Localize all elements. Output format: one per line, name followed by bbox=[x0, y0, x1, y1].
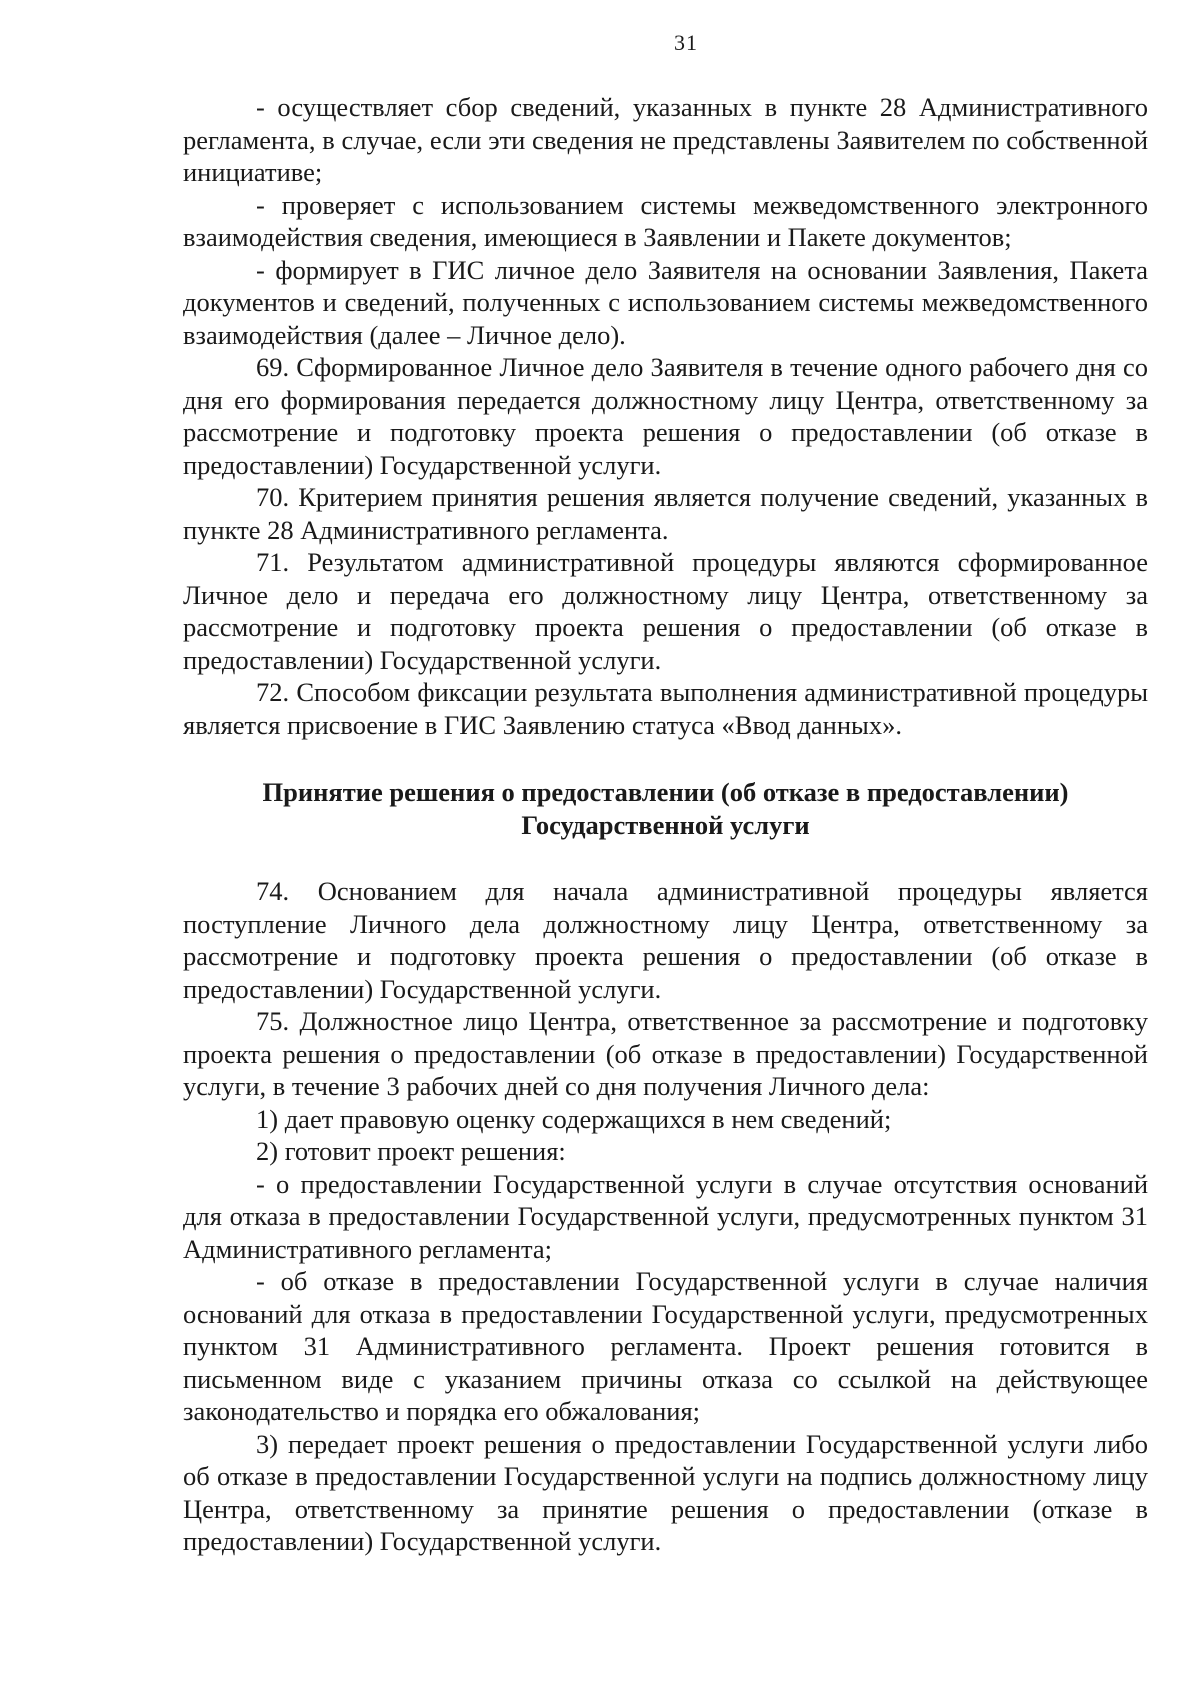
paragraph-bullet-form-personal-file: - формирует в ГИС личное дело Заявителя на основании Заявления, Пакета документов и сведений, полученных с использованием системы межведомственного взаимодействия (далее – Личное дело). bbox=[183, 254, 1148, 350]
paragraph-70: 70. Критерием принятия решения является получение сведений, указанных в пункте 28 Административного регламента. bbox=[183, 482, 1148, 545]
section-heading-line-2: Государственной услуги bbox=[521, 810, 810, 840]
paragraph-75-item-2: 2) готовит проект решения: bbox=[256, 1136, 566, 1166]
paragraph-75: 75. Должностное лицо Центра, ответственное за рассмотрение и подготовку проекта решения о предоставлении (об отказе в предоставлении) Государственной услуги, в течение 3 рабочих дней со дня получения Личного дела: bbox=[183, 1006, 1148, 1101]
section-heading-line-1: Принятие решения о предоставлении (об отказе в предоставлении) bbox=[262, 777, 1069, 807]
paragraph-75-item-3: 3) передает проект решения о предоставлении Государственной услуги либо об отказе в предоставлении Государственной услуги на подпись должностному лицу Центра, ответственному за принятие решения о предоставлении (отказе в предоставлении) Государственной услуги. bbox=[183, 1428, 1148, 1556]
paragraph-71: 71. Результатом административной процедуры являются сформированное Личное дело и передача его должностному лицу Центра, ответственному за рассмотрение и подготовку проекта решения о предоставлении (об отказе в предоставлении) Государственной услуги. bbox=[183, 547, 1148, 675]
page-number: 31 bbox=[674, 30, 698, 55]
paragraph-72: 72. Способом фиксации результата выполнения административной процедуры является присвоение в ГИС Заявлению статуса «Ввод данных». bbox=[183, 677, 1148, 740]
paragraph-bullet-verify-info: - проверяет с использованием системы межведомственного электронного взаимодействия сведения, имеющиеся в Заявлении и Пакете документов; bbox=[183, 189, 1148, 252]
paragraph-69: 69. Сформированное Личное дело Заявителя в течение одного рабочего дня со дня его формирования передается должностному лицу Центра, ответственному за рассмотрение и подготовку проекта решения о предоставлении (об отказе в предоставлении) Государственной услуги. bbox=[183, 352, 1148, 480]
paragraph-75-item-2-grant: - о предоставлении Государственной услуги в случае отсутствия оснований для отказа в предоставлении Государственной услуги, предусмотренных пунктом 31 Административного регламента; bbox=[183, 1168, 1148, 1264]
paragraph-74: 74. Основанием для начала административной процедуры является поступление Личного дела должностному лицу Центра, ответственному за рассмотрение и подготовку проекта решения о предоставлении (об отказе в предоставлении) Государственной услуги. bbox=[183, 876, 1148, 1004]
paragraph-75-item-2-refuse: - об отказе в предоставлении Государственной услуги в случае наличия оснований для отказа в предоставлении Государственной услуги, предусмотренных пунктом 31 Административного регламента. Проект решения готовится в письменном виде с указанием причины отказа со ссылкой на действующее законодательство и порядка его обжалования; bbox=[183, 1266, 1148, 1426]
paragraph-75-item-1: 1) дает правовую оценку содержащихся в нем сведений; bbox=[256, 1103, 892, 1134]
paragraph-bullet-collect-info: - осуществляет сбор сведений, указанных в пункте 28 Административного регламента, в случае, если эти сведения не представлены Заявителем по собственной инициативе; bbox=[183, 92, 1148, 187]
document-body bbox=[183, 91, 1148, 1558]
section-heading bbox=[183, 776, 1148, 842]
